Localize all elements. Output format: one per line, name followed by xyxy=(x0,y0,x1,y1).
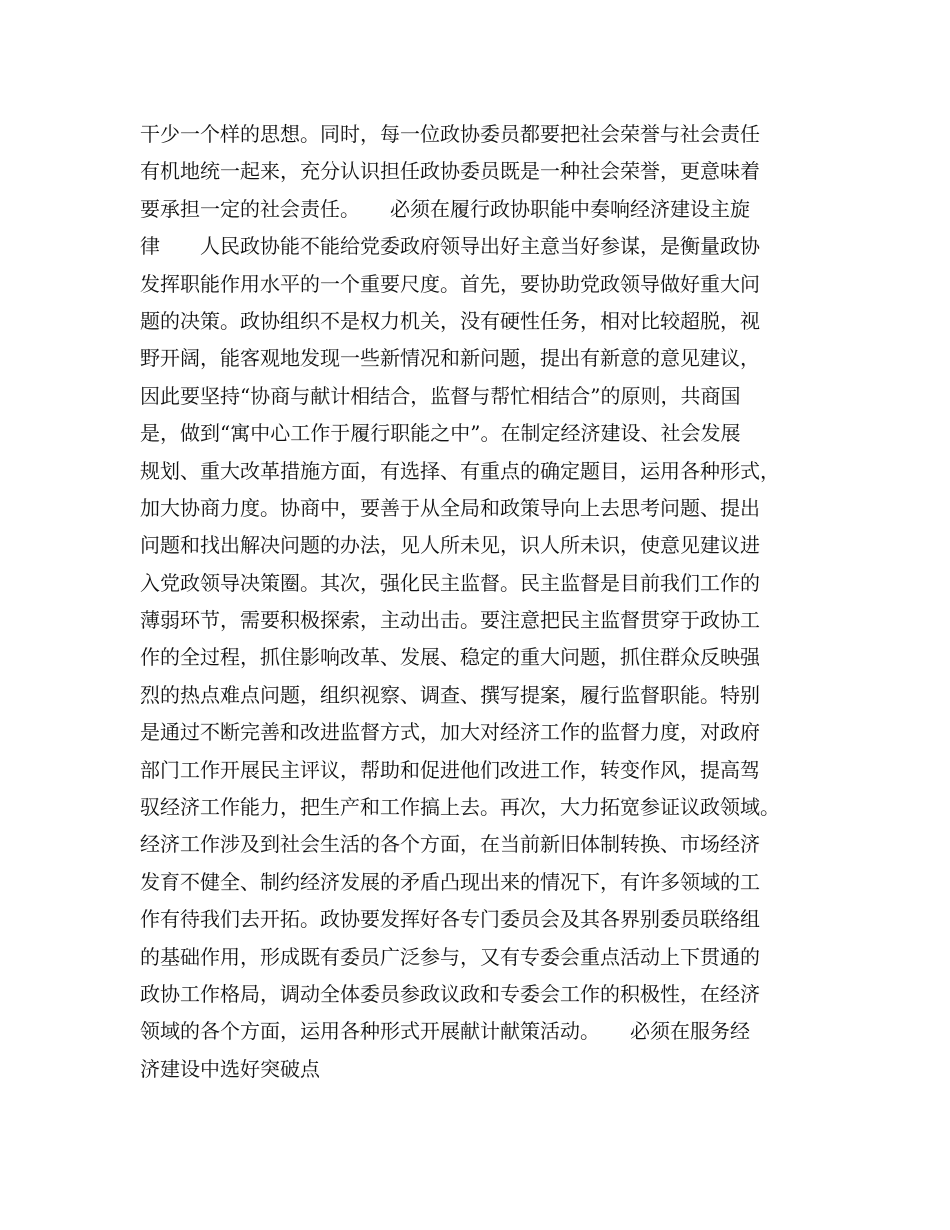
text-line: 题的决策。政协组织不是权力机关，没有硬性任务，相对比较超脱，视 xyxy=(140,308,760,333)
text-line: 政协工作格局，调动全体委员参政议政和专委会工作的积极性，在经济 xyxy=(140,981,760,1006)
text-line: 的基础作用，形成既有委员广泛参与，又有专委会重点活动上下贯通的 xyxy=(140,944,760,969)
text-line: 入党政领导决策圈。其次，强化民主监督。民主监督是目前我们工作的 xyxy=(140,570,760,595)
text-line: 发育不健全、制约经济发展的矛盾凸现出来的情况下，有许多领域的工 xyxy=(140,869,760,894)
text-line: 干少一个样的思想。同时，每一位政协委员都要把社会荣誉与社会责任 xyxy=(140,122,760,146)
text-line: 是，做到“寓中心工作于履行职能之中”。在制定经济建设、社会发展 xyxy=(140,421,741,446)
text-line: 野开阔，能客观地发现一些新情况和新问题，提出有新意的意见建议， xyxy=(140,346,760,371)
text-line: 是通过不断完善和改进监督方式，加大对经济工作的监督力度，对政府 xyxy=(140,720,760,745)
text-line: 作有待我们去开拓。政协要发挥好各专门委员会及其各界别委员联络组 xyxy=(140,907,760,932)
text-line: 烈的热点难点问题，组织视察、调查、撰写提案，履行监督职能。特别 xyxy=(140,682,760,707)
text-line: 律 人民政协能不能给党委政府领导出好主意当好参谋，是衡量政协 xyxy=(140,234,760,259)
text-line: 作的全过程，抓住影响改革、发展、稳定的重大问题，抓住群众反映强 xyxy=(140,645,760,670)
text-line: 驭经济工作能力，把生产和工作搞上去。再次，大力拓宽参证议政领域。 xyxy=(140,795,780,820)
text-line: 发挥职能作用水平的一个重要尺度。首先，要协助党政领导做好重大问 xyxy=(140,271,760,296)
text-line: 经济工作涉及到社会生活的各个方面，在当前新旧体制转换、市场经济 xyxy=(140,832,760,857)
text-line: 领域的各个方面，运用各种形式开展献计献策活动。 必须在服务经 xyxy=(140,1019,750,1044)
text-line: 因此要坚持“协商与献计相结合，监督与帮忙相结合”的原则，共商国 xyxy=(140,383,741,408)
text-line: 加大协商力度。协商中，要善于从全局和政策导向上去思考问题、提出 xyxy=(140,495,760,520)
text-line: 问题和找出解决问题的办法，见人所未见，识人所未识，使意见建议进 xyxy=(140,533,760,558)
text-line: 要承担一定的社会责任。 必须在履行政协职能中奏响经济建设主旋 xyxy=(140,196,750,221)
text-line: 济建设中选好突破点 xyxy=(140,1056,320,1081)
text-line: 规划、重大改革措施方面，有选择、有重点的确定题目，运用各种形式， xyxy=(140,458,780,483)
text-line: 部门工作开展民主评议，帮助和促进他们改进工作，转变作风，提高驾 xyxy=(140,757,760,782)
text-line: 有机地统一起来，充分认识担任政协委员既是一种社会荣誉，更意味着 xyxy=(140,159,760,184)
body-text xyxy=(140,116,830,1088)
text-line: 薄弱环节，需要积极探索，主动出击。要注意把民主监督贯穿于政协工 xyxy=(140,608,760,633)
